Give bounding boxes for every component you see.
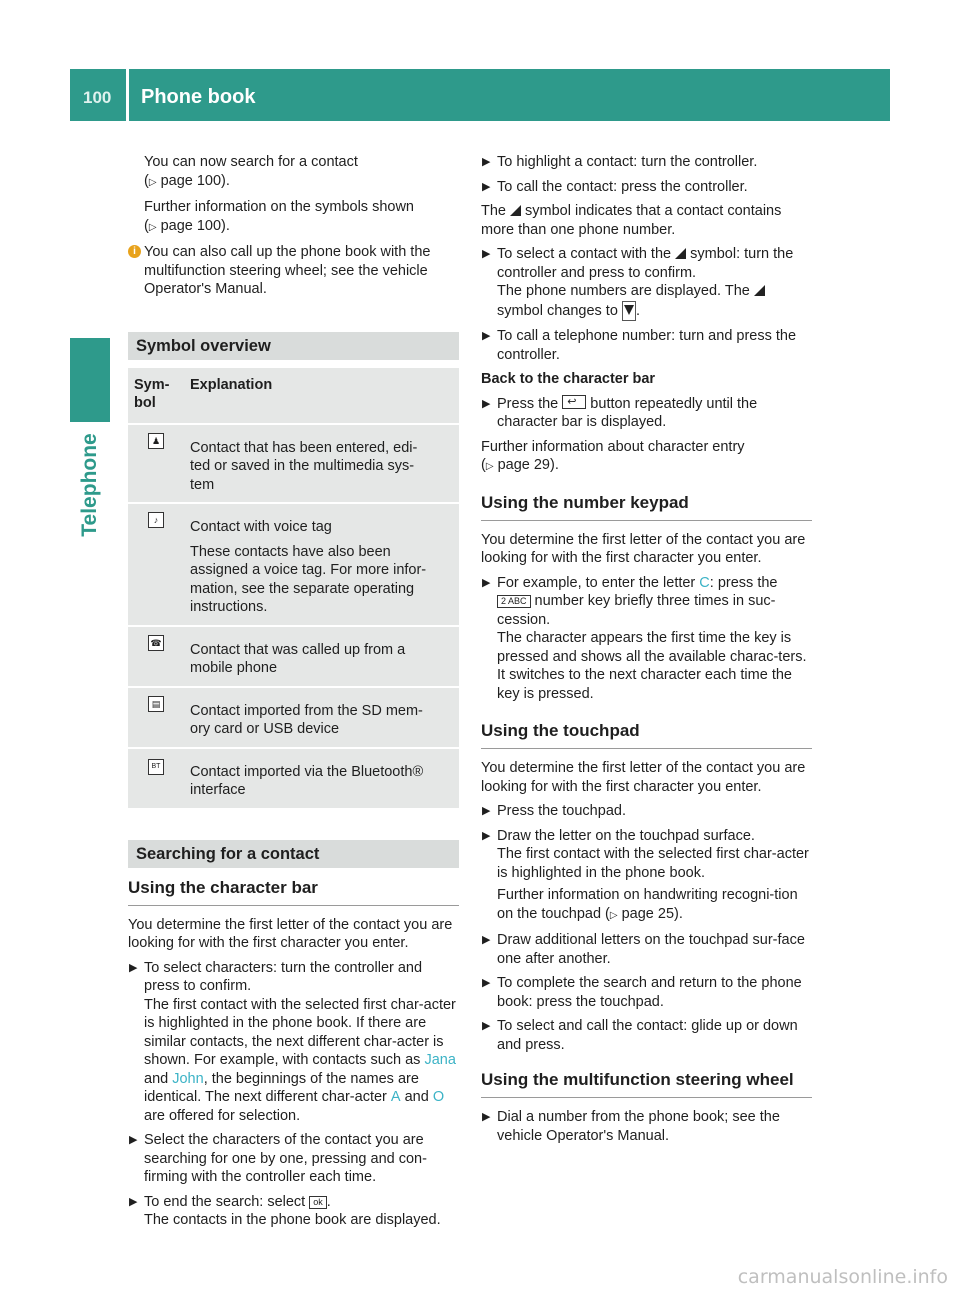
col-explanation-header: Explanation xyxy=(184,368,459,423)
page-ref-2: (▷ page 100). xyxy=(144,217,230,234)
bullet-arrow-icon: ▶ xyxy=(482,397,491,410)
bullet-text-part: symbol changes to xyxy=(497,302,622,319)
char-entry-ref-text: Further information about character entry xyxy=(481,438,745,455)
table-row xyxy=(128,688,459,747)
list-item xyxy=(481,327,812,364)
bullet-text-part: The phone numbers are displayed. The xyxy=(497,283,754,299)
character-bar-heading: Using the character bar xyxy=(128,878,459,906)
bullet-text-part: . xyxy=(635,302,640,319)
table-row xyxy=(128,504,459,625)
page-ref-link[interactable]: page 29). xyxy=(497,457,559,473)
row-text: Contact imported via the Bluetooth® interface xyxy=(190,763,424,798)
character-bar-intro: You determine the first letter of the contact you are looking for with the first character you enter. xyxy=(128,916,453,951)
list-item xyxy=(128,1131,459,1187)
right-column xyxy=(481,153,812,1151)
bullet-text-3 xyxy=(497,301,812,322)
left-column xyxy=(128,153,459,1236)
bullet-text-part: For example, to enter the letter xyxy=(497,574,700,591)
page-number: 100 xyxy=(83,88,112,107)
chapter-tab xyxy=(70,338,110,422)
voice-tag-icon: ♪ xyxy=(148,512,164,528)
row-text: Contact imported from the SD mem- ory card or USB device xyxy=(190,702,423,737)
bullet-text xyxy=(497,245,812,282)
back-button-icon xyxy=(562,395,586,409)
list-item xyxy=(481,974,812,1011)
example-letter-o: O xyxy=(432,1089,445,1105)
bullet-arrow-icon: ▶ xyxy=(482,576,491,589)
bullet-arrow-icon: ▶ xyxy=(482,1111,491,1123)
bullet-arrow-icon: ▶ xyxy=(129,961,138,974)
bullet-text: Press the touchpad. xyxy=(497,803,626,819)
ref-arrow-icon: ▷ xyxy=(609,909,618,921)
bullet-arrow-icon: ▶ xyxy=(482,156,491,168)
note-text-part: The xyxy=(481,203,511,219)
bluetooth-contact-icon: BT xyxy=(148,759,164,775)
conjunction: and xyxy=(400,1089,433,1105)
multiple-numbers-note xyxy=(481,202,812,239)
info-note xyxy=(128,243,459,299)
keypad-intro: You determine the first letter of the contact you are looking for with the first character you enter. xyxy=(481,531,806,566)
bullet-arrow-icon: ▶ xyxy=(482,805,491,817)
chapter-label xyxy=(70,430,110,540)
header-divider xyxy=(126,69,129,121)
bullet-arrow-icon: ▶ xyxy=(482,248,491,260)
table-header xyxy=(128,368,459,423)
bullet-text xyxy=(144,1193,459,1212)
list-item xyxy=(481,1017,812,1054)
back-heading: Back to the character bar xyxy=(481,371,656,387)
bullet-text: Draw additional letters on the touchpad sur-face one after another. xyxy=(497,932,805,967)
page-ref-link[interactable]: page 25). xyxy=(621,905,683,922)
symbol-table xyxy=(128,366,459,810)
bullet-text: To select and call the contact: glide up or down and press. xyxy=(497,1018,798,1053)
bullet-arrow-icon: ▶ xyxy=(129,1195,138,1208)
table-row xyxy=(128,627,459,686)
bullet-text-2 xyxy=(497,282,812,301)
bullet-text-part: are offered for selection. xyxy=(144,1107,301,1124)
multi-number-triangle-icon xyxy=(510,205,521,216)
bullet-text-part: To end the search: select xyxy=(144,1193,310,1210)
bullet-text-3 xyxy=(497,886,812,925)
note-text-part: symbol indicates that a contact contains more than one phone number. xyxy=(481,203,782,238)
bullet-text-part: . xyxy=(326,1193,331,1210)
ref-arrow-icon: ▷ xyxy=(148,176,157,188)
bullet-text: Dial a number from the phone book; see the vehicle Operator's Manual. xyxy=(497,1109,780,1144)
example-name-jana: Jana xyxy=(424,1052,456,1068)
multi-number-triangle-icon xyxy=(754,285,765,296)
touchpad-intro: You determine the first letter of the contact you are looking for with the first character you enter. xyxy=(481,760,806,795)
list-item xyxy=(481,395,812,432)
bullet-text-2: The contacts in the phone book are displayed. xyxy=(144,1212,441,1228)
searching-heading: Searching for a contact xyxy=(128,840,459,868)
ref-arrow-icon: ▷ xyxy=(485,461,494,472)
chapter-label-text: Telephone xyxy=(77,433,101,537)
bullet-text: To select characters: turn the controller and press to confirm. xyxy=(144,959,423,994)
col-symbol-header: Sym- bol xyxy=(128,368,184,423)
table-row xyxy=(128,425,459,503)
number-key-2-icon: 2 ABC xyxy=(497,595,531,608)
bullet-arrow-icon: ▶ xyxy=(482,977,491,989)
bullet-text: Draw the letter on the touchpad surface. xyxy=(497,827,755,844)
ref-arrow-icon: ▷ xyxy=(148,221,157,233)
info-text: You can also call up the phone book with the multifunction steering wheel; see the vehicle Operator's Manual. xyxy=(144,244,431,297)
expanded-triangle-icon xyxy=(622,301,636,322)
bullet-text-part: button repeatedly until the character bar is displayed. xyxy=(497,395,758,430)
bullet-arrow-icon: ▶ xyxy=(129,1134,138,1146)
page-header xyxy=(70,69,890,121)
bullet-text xyxy=(497,574,812,593)
contact-entered-icon: ♟ xyxy=(148,433,164,449)
example-name-john: John xyxy=(172,1070,204,1087)
info-icon: i xyxy=(128,245,141,258)
page-ref-link[interactable]: page 100). xyxy=(160,217,230,234)
bullet-text-part: symbol: turn the controller and press to confirm. xyxy=(497,246,794,281)
ok-key-icon: ok xyxy=(309,1196,327,1209)
sd-usb-contact-icon: ▤ xyxy=(148,696,164,712)
example-letter-a: A xyxy=(390,1089,401,1105)
list-item xyxy=(481,802,812,821)
list-item xyxy=(481,245,812,321)
conjunction: and xyxy=(144,1070,173,1087)
list-item xyxy=(481,1108,812,1145)
row-text: Contact that has been entered, edi- ted or saved in the multimedia sys- tem xyxy=(190,439,418,493)
row-text: Contact with voice tag xyxy=(190,519,332,535)
bullet-arrow-icon: ▶ xyxy=(482,180,491,193)
bullet-text: To complete the search and return to the phone book: press the touchpad. xyxy=(497,975,802,1010)
bullet-arrow-icon: ▶ xyxy=(482,1020,491,1032)
intro-text-2: Further information on the symbols shown xyxy=(144,199,414,215)
mobile-phone-contact-icon: ☎ xyxy=(148,635,164,651)
example-letter-c: C xyxy=(699,574,710,591)
bullet-text-3: The character appears the first time the key is pressed and shows all the available charac-ters. It switches to the next character each time the key is pressed. xyxy=(497,630,807,702)
bullet-text: To highlight a contact: turn the controller. xyxy=(497,154,758,170)
table-row xyxy=(128,749,459,808)
mfsw-heading: Using the multifunction steering wheel xyxy=(481,1070,812,1098)
list-item xyxy=(481,931,812,968)
bullet-text xyxy=(497,395,812,432)
list-item xyxy=(481,153,812,172)
symbol-overview-heading: Symbol overview xyxy=(128,332,459,360)
page-title: Phone book xyxy=(141,86,256,108)
keypad-heading: Using the number keypad xyxy=(481,493,812,521)
bullet-text-part: number key briefly three times in suc-cession. xyxy=(497,593,776,628)
touchpad-heading: Using the touchpad xyxy=(481,721,812,749)
bullet-text: To call the contact: press the controller. xyxy=(497,178,748,195)
bullet-arrow-icon: ▶ xyxy=(482,829,491,842)
bullet-arrow-icon: ▶ xyxy=(482,330,491,342)
page-ref: (▷ page 100). xyxy=(144,172,230,189)
page-ref-3: (▷ page 29). xyxy=(481,457,559,473)
intro-block xyxy=(128,153,459,237)
bullet-arrow-icon: ▶ xyxy=(482,934,491,946)
bullet-text-part: To select a contact with the xyxy=(497,246,676,262)
bullet-text-2: The first contact with the selected first char-acter is highlighted in the phone book. xyxy=(497,846,809,881)
list-item xyxy=(128,959,459,1126)
bullet-text-part: : press the xyxy=(709,574,778,591)
row-text-2: These contacts have also been assigned a voice tag. For more infor- mation, see the separate operating instructions. xyxy=(190,543,427,615)
bullet-text-part: The first contact with the selected first char-acter is highlighted in the phone book. If there are similar contacts, the next different char-acter is shown. For example, with contacts such as xyxy=(144,996,456,1068)
bullet-text-part: Further information on handwriting recogni-tion on the touchpad ( xyxy=(497,887,798,922)
list-item xyxy=(128,1193,459,1230)
intro-text: You can now search for a contact xyxy=(144,154,358,170)
watermark: carmanualsonline.info xyxy=(737,1266,948,1288)
list-item xyxy=(481,827,812,926)
bullet-text-part: Press the xyxy=(497,395,563,412)
bullet-text-part: , the beginnings of the names are identical. The next different char-acter xyxy=(144,1070,419,1105)
row-text: Contact that was called up from a mobile phone xyxy=(190,641,406,676)
bullet-text: To call a telephone number: turn and press the controller. xyxy=(497,328,797,363)
list-item xyxy=(481,178,812,197)
bullet-text: Select the characters of the contact you are searching for one by one, pressing and con-firming with the controller each time. xyxy=(144,1132,427,1185)
bullet-text-2 xyxy=(497,592,812,629)
multi-number-triangle-icon xyxy=(675,248,686,259)
bullet-text-2 xyxy=(144,996,459,1126)
list-item xyxy=(481,574,812,704)
page-ref-link[interactable]: page 100). xyxy=(160,172,230,189)
